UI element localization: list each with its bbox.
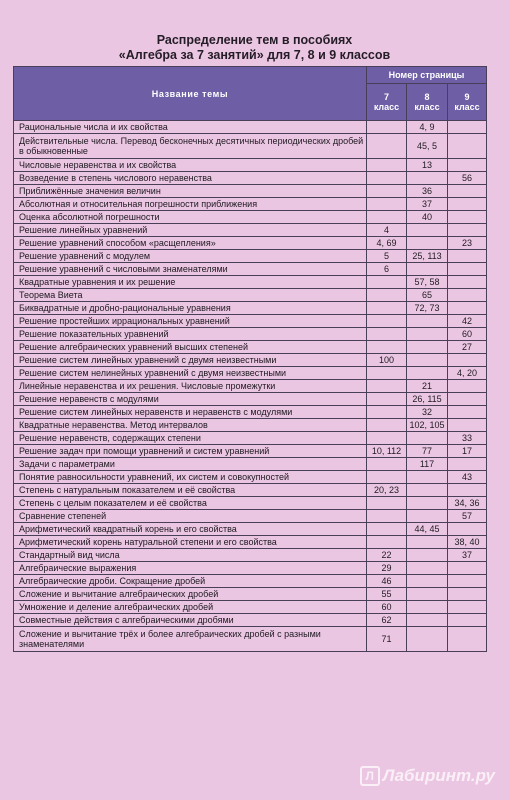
topic-cell: Решение показательных уравнений [14, 328, 367, 341]
topic-cell: Решение уравнений с модулем [14, 250, 367, 263]
grade-8-page-cell [407, 575, 448, 588]
grade-8-page-cell: 13 [407, 159, 448, 172]
topic-cell: Арифметический квадратный корень и его свойства [14, 523, 367, 536]
table-row [14, 302, 487, 315]
header-grade-7 [367, 84, 407, 121]
grade-9-page-cell: 56 [448, 172, 487, 185]
table-row [14, 458, 487, 471]
grade-word: класс [454, 102, 480, 112]
table-row [14, 575, 487, 588]
grade-9-page-cell [448, 250, 487, 263]
grade-number: 7 [383, 92, 389, 102]
header-grade-8 [407, 84, 448, 121]
table-row [14, 588, 487, 601]
grade-8-page-cell [407, 172, 448, 185]
topic-cell: Решение уравнений с числовыми знаменателями [14, 263, 367, 276]
grade-8-page-cell: 65 [407, 289, 448, 302]
grade-8-page-cell: 117 [407, 458, 448, 471]
grade-7-page-cell [367, 406, 407, 419]
watermark-text: Лабиринт.ру [382, 766, 495, 785]
table-row [14, 159, 487, 172]
table-row [14, 211, 487, 224]
grade-7-page-cell [367, 380, 407, 393]
watermark [360, 766, 495, 786]
topic-cell: Решение систем линейных уравнений с двумя неизвестными [14, 354, 367, 367]
grade-8-page-cell: 21 [407, 380, 448, 393]
table-row [14, 380, 487, 393]
grade-9-page-cell: 38, 40 [448, 536, 487, 549]
topic-cell: Решение простейших иррациональных уравнений [14, 315, 367, 328]
topic-cell: Решение линейных уравнений [14, 224, 367, 237]
grade-7-page-cell [367, 510, 407, 523]
grade-8-page-cell [407, 224, 448, 237]
table-row [14, 134, 487, 159]
grade-8-page-cell [407, 562, 448, 575]
grade-7-page-cell [367, 536, 407, 549]
grade-7-page-cell: 4 [367, 224, 407, 237]
grade-9-page-cell [448, 562, 487, 575]
grade-8-page-cell: 102, 105 [407, 419, 448, 432]
grade-7-page-cell [367, 523, 407, 536]
grade-9-page-cell: 34, 36 [448, 497, 487, 510]
topic-cell: Понятие равносильности уравнений, их систем и совокупностей [14, 471, 367, 484]
table-row [14, 393, 487, 406]
grade-9-page-cell [448, 406, 487, 419]
topic-cell: Арифметический корень натуральной степени и его свойства [14, 536, 367, 549]
grade-8-page-cell: 77 [407, 445, 448, 458]
topics-table [13, 66, 487, 652]
grade-8-page-cell [407, 601, 448, 614]
grade-7-page-cell [367, 471, 407, 484]
topic-cell: Решение систем линейных неравенств и неравенств с модулями [14, 406, 367, 419]
grade-8-page-cell [407, 354, 448, 367]
grade-7-page-cell: 62 [367, 614, 407, 627]
grade-8-page-cell [407, 237, 448, 250]
grade-7-page-cell [367, 159, 407, 172]
grade-9-page-cell [448, 393, 487, 406]
grade-9-page-cell [448, 354, 487, 367]
topic-cell: Биквадратные и дробно-рациональные уравнения [14, 302, 367, 315]
table-row [14, 185, 487, 198]
grade-9-page-cell [448, 263, 487, 276]
topic-cell: Квадратные уравнения и их решение [14, 276, 367, 289]
table-row [14, 341, 487, 354]
table-row [14, 419, 487, 432]
grade-7-page-cell: 55 [367, 588, 407, 601]
topic-cell: Решение систем нелинейных уравнений с двумя неизвестными [14, 367, 367, 380]
grade-8-page-cell [407, 471, 448, 484]
grade-8-page-cell [407, 432, 448, 445]
grade-8-page-cell [407, 367, 448, 380]
grade-7-page-cell [367, 302, 407, 315]
grade-9-page-cell: 23 [448, 237, 487, 250]
grade-8-page-cell: 57, 58 [407, 276, 448, 289]
grade-7-page-cell [367, 121, 407, 134]
header-grade-9 [448, 84, 487, 121]
table-row [14, 497, 487, 510]
topic-cell: Стандартный вид числа [14, 549, 367, 562]
grade-7-page-cell [367, 393, 407, 406]
grade-7-page-cell [367, 497, 407, 510]
grade-7-page-cell [367, 172, 407, 185]
grade-8-page-cell [407, 315, 448, 328]
grade-7-page-cell [367, 367, 407, 380]
table-row [14, 471, 487, 484]
table-row [14, 237, 487, 250]
topic-cell: Сравнение степеней [14, 510, 367, 523]
table-body [14, 121, 487, 652]
grade-8-page-cell: 36 [407, 185, 448, 198]
grade-number: 9 [464, 92, 470, 102]
grade-8-page-cell: 32 [407, 406, 448, 419]
grade-8-page-cell: 40 [407, 211, 448, 224]
grade-7-page-cell: 10, 112 [367, 445, 407, 458]
table-row [14, 601, 487, 614]
table-row [14, 263, 487, 276]
topic-cell: Решение уравнений способом «расщепления» [14, 237, 367, 250]
grade-8-page-cell [407, 484, 448, 497]
topic-cell: Решение задач при помощи уравнений и систем уравнений [14, 445, 367, 458]
table-row [14, 536, 487, 549]
grade-word: класс [373, 102, 400, 112]
grade-9-page-cell [448, 185, 487, 198]
topic-cell: Степень с натуральным показателем и её свойства [14, 484, 367, 497]
grade-word: класс [414, 102, 440, 112]
grade-9-page-cell [448, 159, 487, 172]
grade-9-page-cell [448, 614, 487, 627]
topic-cell: Линейные неравенства и их решения. Числовые промежутки [14, 380, 367, 393]
table-row [14, 562, 487, 575]
grade-9-page-cell [448, 134, 487, 159]
table-row [14, 315, 487, 328]
grade-9-page-cell [448, 458, 487, 471]
grade-9-page-cell: 37 [448, 549, 487, 562]
table-row [14, 406, 487, 419]
grade-9-page-cell [448, 211, 487, 224]
grade-9-page-cell [448, 302, 487, 315]
grade-9-page-cell: 27 [448, 341, 487, 354]
grade-8-page-cell: 37 [407, 198, 448, 211]
topic-cell: Совместные действия с алгебраическими дробями [14, 614, 367, 627]
table-row [14, 510, 487, 523]
grade-9-page-cell [448, 601, 487, 614]
topic-cell: Умножение и деление алгебраических дробей [14, 601, 367, 614]
table-row [14, 172, 487, 185]
grade-9-page-cell [448, 523, 487, 536]
grade-8-page-cell [407, 549, 448, 562]
grade-7-page-cell [367, 276, 407, 289]
topic-cell: Степень с целым показателем и её свойства [14, 497, 367, 510]
grade-7-page-cell: 29 [367, 562, 407, 575]
grade-8-page-cell [407, 627, 448, 652]
topic-cell: Квадратные неравенства. Метод интервалов [14, 419, 367, 432]
grade-8-page-cell [407, 536, 448, 549]
topic-cell: Сложение и вычитание алгебраических дробей [14, 588, 367, 601]
grade-8-page-cell: 26, 115 [407, 393, 448, 406]
table-row [14, 328, 487, 341]
grade-7-page-cell [367, 315, 407, 328]
title-line-1: Распределение тем в пособиях [156, 33, 353, 47]
grade-7-page-cell [367, 185, 407, 198]
table-row [14, 549, 487, 562]
topic-cell: Действительные числа. Перевод бесконечных десятичных периодических дробей в обыкновенные [14, 134, 367, 159]
topic-cell: Рациональные числа и их свойства [14, 121, 367, 134]
grade-8-page-cell: 25, 113 [407, 250, 448, 263]
grade-8-page-cell: 44, 45 [407, 523, 448, 536]
table-row [14, 627, 487, 652]
table-row [14, 523, 487, 536]
topic-cell: Абсолютная и относительная погрешности приближения [14, 198, 367, 211]
grade-7-page-cell: 6 [367, 263, 407, 276]
topic-cell: Решение неравенств с модулями [14, 393, 367, 406]
grade-9-page-cell [448, 289, 487, 302]
grade-8-page-cell [407, 497, 448, 510]
grade-9-page-cell: 43 [448, 471, 487, 484]
grade-number: 8 [424, 92, 430, 102]
topic-cell: Числовые неравенства и их свойства [14, 159, 367, 172]
grade-7-page-cell: 22 [367, 549, 407, 562]
topic-cell: Задачи с параметрами [14, 458, 367, 471]
grade-9-page-cell [448, 419, 487, 432]
grade-9-page-cell: 57 [448, 510, 487, 523]
table-row [14, 614, 487, 627]
grade-7-page-cell [367, 134, 407, 159]
grade-7-page-cell [367, 328, 407, 341]
grade-7-page-cell [367, 419, 407, 432]
topic-cell: Алгебраические дроби. Сокращение дробей [14, 575, 367, 588]
grade-7-page-cell [367, 198, 407, 211]
grade-9-page-cell: 42 [448, 315, 487, 328]
grade-8-page-cell [407, 614, 448, 627]
grade-9-page-cell [448, 588, 487, 601]
grade-8-page-cell: 4, 9 [407, 121, 448, 134]
table-row [14, 289, 487, 302]
table-row [14, 445, 487, 458]
grade-9-page-cell [448, 198, 487, 211]
topic-cell: Решение алгебраических уравнений высших степеней [14, 341, 367, 354]
grade-9-page-cell [448, 484, 487, 497]
grade-8-page-cell [407, 341, 448, 354]
grade-8-page-cell [407, 588, 448, 601]
grade-9-page-cell [448, 121, 487, 134]
grade-9-page-cell [448, 575, 487, 588]
table-row [14, 198, 487, 211]
table-row [14, 276, 487, 289]
grade-9-page-cell: 33 [448, 432, 487, 445]
grade-7-page-cell: 71 [367, 627, 407, 652]
table-row [14, 121, 487, 134]
grade-9-page-cell [448, 224, 487, 237]
grade-9-page-cell [448, 627, 487, 652]
table-row [14, 354, 487, 367]
topic-cell: Алгебраические выражения [14, 562, 367, 575]
grade-9-page-cell: 4, 20 [448, 367, 487, 380]
header-topic: Название темы [14, 67, 367, 121]
grade-7-page-cell [367, 289, 407, 302]
title-line-2: «Алгебра за 7 занятий» для 7, 8 и 9 классов [118, 48, 391, 62]
page-title [0, 33, 509, 63]
grade-9-page-cell: 17 [448, 445, 487, 458]
grade-7-page-cell: 4, 69 [367, 237, 407, 250]
grade-7-page-cell: 20, 23 [367, 484, 407, 497]
grade-7-page-cell [367, 341, 407, 354]
grade-7-page-cell: 100 [367, 354, 407, 367]
grade-7-page-cell: 46 [367, 575, 407, 588]
grade-8-page-cell [407, 510, 448, 523]
grade-8-page-cell [407, 263, 448, 276]
grade-8-page-cell [407, 328, 448, 341]
grade-9-page-cell: 60 [448, 328, 487, 341]
grade-8-page-cell: 45, 5 [407, 134, 448, 159]
grade-7-page-cell [367, 432, 407, 445]
labirint-logo-icon: Л [360, 766, 380, 786]
topic-cell: Оценка абсолютной погрешности [14, 211, 367, 224]
table-row [14, 367, 487, 380]
grade-9-page-cell [448, 276, 487, 289]
topic-cell: Сложение и вычитание трёх и более алгебраических дробей с разными знаменателями [14, 627, 367, 652]
table-row [14, 484, 487, 497]
grade-7-page-cell: 5 [367, 250, 407, 263]
topic-cell: Решение неравенств, содержащих степени [14, 432, 367, 445]
topic-cell: Теорема Виета [14, 289, 367, 302]
grade-7-page-cell [367, 211, 407, 224]
grade-8-page-cell: 72, 73 [407, 302, 448, 315]
table-row [14, 432, 487, 445]
table-row [14, 250, 487, 263]
grade-7-page-cell [367, 458, 407, 471]
topic-cell: Приближённые значения величин [14, 185, 367, 198]
topic-cell: Возведение в степень числового неравенства [14, 172, 367, 185]
grade-9-page-cell [448, 380, 487, 393]
grade-7-page-cell: 60 [367, 601, 407, 614]
table-row [14, 224, 487, 237]
header-pages: Номер страницы [367, 67, 487, 84]
